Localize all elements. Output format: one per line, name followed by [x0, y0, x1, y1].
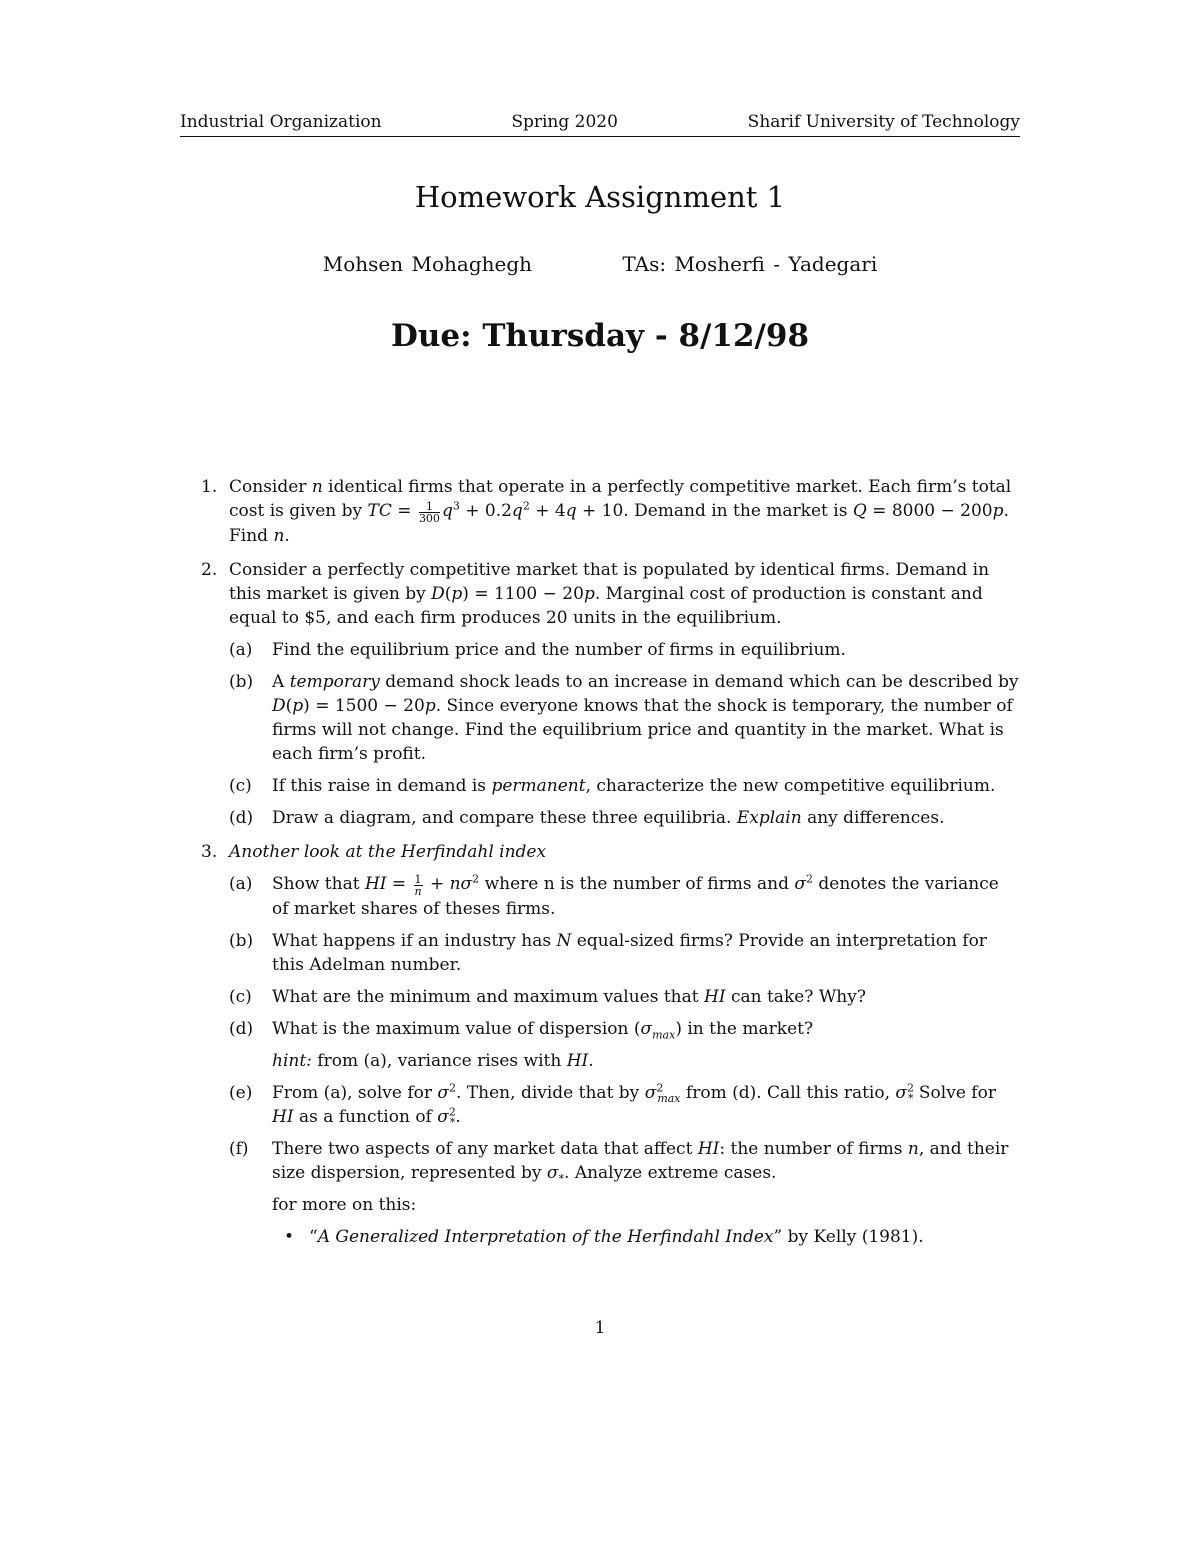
fraction: $\frac{1}{n}$	[414, 873, 422, 898]
fraction: $\frac{1}{300}$	[418, 500, 440, 525]
question-3d: (d) What is the maximum value of dispersion $(\sigma_{max})$ in the market? hint: from (a), variance rises with HI.	[229, 1017, 1020, 1073]
header-course: Industrial Organization	[180, 112, 382, 132]
authors-line	[0, 252, 1200, 276]
question-number: 1.	[201, 477, 218, 497]
bullet-icon: •	[284, 1227, 295, 1247]
document-title: Homework Assignment 1	[414, 180, 786, 214]
reference-title: A Generalized Interpretation of the Herfindahl Index	[317, 1227, 774, 1247]
question-3f: (f) There two aspects of any market data that affect HI: the number of firms n, and their size dispersion, represented by $\sigma_*$. Analyze extreme cases. for more on this: • “A Generalized Interpretation of the Herfindahl Index” by Kelly (1981).	[229, 1137, 1020, 1249]
teaching-assistants: TAs: Mosherfi - Yadegari	[622, 252, 878, 276]
question-3e: (e) From (a), solve for $\sigma^2$. Then, divide that by $\sigma^2_{max}$ from (d). Call this ratio, $\sigma^2_*$ Solve for HI as a function of $\sigma^2_*$.	[229, 1081, 996, 1130]
question-number: 3.	[201, 842, 218, 862]
reference-item: • “A Generalized Interpretation of the Herfindahl Index” by Kelly (1981).	[284, 1227, 924, 1247]
page-number: 1	[594, 1318, 606, 1338]
hint: hint: from (a), variance rises with HI.	[272, 1051, 594, 1071]
header-university: Sharif University of Technology	[747, 112, 1020, 132]
instructor-name: Mohsen Mohaghegh	[322, 252, 533, 276]
question-1: 1. Consider n identical firms that operate in a perfectly competitive market. Each firm’s total cost is given by TC = $\frac{1}{300}$ $q^3 + 0.2q^2 + 4q + 10$. Demand in the market is Q = 8000 − 200p. Find n.	[201, 477, 1012, 546]
question-3a: (a) Show that HI = $\frac{1}{n}$ + $n\sigma^2$ where n is the number of firms and $\sigma^2$ denotes the variance of market shares of theses firms.	[229, 872, 999, 919]
question-2a: (a) Find the equilibrium price and the number of firms in equilibrium.	[229, 640, 846, 660]
running-header	[180, 112, 1020, 137]
question-3-title: Another look at the Herfindahl index	[229, 842, 547, 862]
header-term: Spring 2020	[511, 112, 618, 132]
question-number: 2.	[201, 560, 218, 580]
question-3c: (c) What are the minimum and maximum values that HI can take? Why?	[229, 987, 866, 1007]
questions-list	[180, 475, 1020, 1259]
question-2d: (d) Draw a diagram, and compare these three equilibria. Explain any differences.	[229, 808, 945, 828]
question-2b: (b) A temporary demand shock leads to an increase in demand which can be described by D(p) = 1500 − 20p. Since everyone knows that the shock is temporary, the number of firms will not change. Find the equilibrium price and quantity in the market. What is each firm’s profit.	[229, 672, 1019, 764]
more-info: for more on this:	[272, 1195, 417, 1215]
question-2: 2. Consider a perfectly competitive market that is populated by identical firms. Demand in this market is given by D(p) = 1100 − 20p. Marginal cost of production is constant and equal to $5, and each firm produces 20 units in the equilibrium. (a) Find the equilibrium price and the number of firms in equilibrium. (b) A temporary demand shock leads to an increase in demand which can be described by D(p) = 1500 − 20p. Since everyone knows that the shock is temporary, the number of firms will not change. Find the equilibrium price and quantity in the market. What is each firm’s profit. (c) If this raise in demand is permanent, characterize the new competitive equilibrium. (d) Draw a diagram, and compare these three equilibria. Explain any differences.	[201, 560, 1019, 828]
due-date: Due: Thursday - 8/12/98	[390, 318, 810, 354]
question-3b: (b) What happens if an industry has N equal-sized firms? Provide an interpretation for this Adelman number.	[229, 931, 987, 975]
question-2c: (c) If this raise in demand is permanent, characterize the new competitive equilibrium.	[229, 776, 996, 796]
question-3	[180, 840, 1020, 1249]
